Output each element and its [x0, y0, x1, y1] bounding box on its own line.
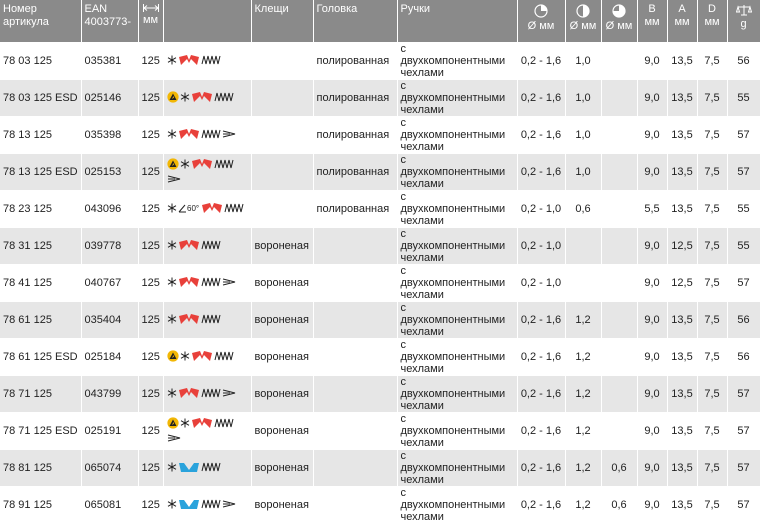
header-a-label: A — [678, 3, 685, 15]
cell-d2: 1,2 — [565, 487, 601, 523]
cell-d3 — [601, 339, 637, 376]
cell-handles: с двухкомпонентными чехлами — [397, 228, 517, 265]
esd-icon — [167, 91, 179, 106]
cell-b: 9,0 — [637, 339, 667, 376]
cell-d3: 0,6 — [601, 487, 637, 523]
cell-d1: 0,2 - 1,6 — [517, 376, 565, 413]
header-weight-unit: g — [740, 18, 746, 30]
feature-icons — [167, 417, 247, 445]
cell-article: 78 61 125 ESD — [0, 339, 81, 376]
cell-b: 9,0 — [637, 43, 667, 80]
cell-head — [313, 339, 397, 376]
cell-d3 — [601, 228, 637, 265]
cell-d: 7,5 — [697, 302, 727, 339]
cell-d: 7,5 — [697, 43, 727, 80]
cell-head — [313, 265, 397, 302]
feature-icons-cell — [163, 154, 251, 191]
cell-g: 56 — [727, 302, 760, 339]
wire-medium-icon — [576, 4, 590, 18]
cell-head: полированная — [313, 154, 397, 191]
cell-head — [313, 487, 397, 523]
cell-pliers: вороненая — [251, 487, 313, 523]
cell-d: 7,5 — [697, 376, 727, 413]
spring-icon — [214, 159, 234, 172]
cell-ean: 039778 — [81, 228, 138, 265]
feature-icons — [167, 239, 247, 254]
cell-handles: с двухкомпонентными чехлами — [397, 154, 517, 191]
cell-g: 55 — [727, 228, 760, 265]
table-row — [0, 117, 760, 154]
cell-ean: 035398 — [81, 117, 138, 154]
cell-d: 7,5 — [697, 80, 727, 117]
header-row — [0, 0, 760, 43]
cell-g: 55 — [727, 80, 760, 117]
header-d1 — [517, 0, 565, 43]
cell-d: 7,5 — [697, 450, 727, 487]
opener-icon — [222, 277, 236, 289]
cell-b: 9,0 — [637, 376, 667, 413]
cell-head: полированная — [313, 117, 397, 154]
table-row — [0, 228, 760, 265]
cell-pliers: вороненая — [251, 413, 313, 450]
cell-a: 13,5 — [667, 43, 697, 80]
feature-icons-cell — [163, 228, 251, 265]
cell-d2: 1,0 — [565, 80, 601, 117]
header-d3-unit: Ø мм — [606, 20, 633, 32]
cell-b: 5,5 — [637, 191, 667, 228]
cell-handles: с двухкомпонентными чехлами — [397, 191, 517, 228]
cell-ean: 025153 — [81, 154, 138, 191]
cell-d2: 1,0 — [565, 154, 601, 191]
table-row — [0, 43, 760, 80]
cell-a: 13,5 — [667, 487, 697, 523]
red-jaw-icon — [178, 54, 200, 69]
cell-d3 — [601, 117, 637, 154]
spring-icon — [201, 314, 221, 327]
cell-head: полированная — [313, 43, 397, 80]
esd-icon — [167, 350, 179, 365]
snowflake-icon — [180, 418, 190, 431]
header-ean: EAN 4003773- — [81, 0, 138, 43]
opener-icon — [222, 129, 236, 141]
blue-jaw-icon — [178, 498, 200, 513]
cell-a: 13,5 — [667, 413, 697, 450]
feature-icons-cell — [163, 376, 251, 413]
cell-d1: 0,2 - 1,6 — [517, 339, 565, 376]
red-jaw-icon — [191, 417, 213, 432]
cell-d3 — [601, 302, 637, 339]
snowflake-icon — [180, 92, 190, 105]
table-row — [0, 302, 760, 339]
cell-g: 57 — [727, 413, 760, 450]
header-d2 — [565, 0, 601, 43]
snowflake-icon — [167, 277, 177, 290]
cell-len: 125 — [138, 450, 163, 487]
spring-icon — [214, 351, 234, 364]
red-jaw-icon — [178, 387, 200, 402]
cell-d1: 0,2 - 1,6 — [517, 80, 565, 117]
header-article: Номер артикула — [0, 0, 81, 43]
feature-icons — [167, 313, 247, 328]
cell-g: 56 — [727, 339, 760, 376]
cell-d: 7,5 — [697, 191, 727, 228]
cell-head — [313, 376, 397, 413]
cell-g: 57 — [727, 450, 760, 487]
cell-article: 78 03 125 ESD — [0, 80, 81, 117]
feature-icons-cell — [163, 191, 251, 228]
header-icons — [163, 0, 251, 43]
cell-ean: 065074 — [81, 450, 138, 487]
spring-icon — [201, 462, 221, 475]
cell-b: 9,0 — [637, 154, 667, 191]
cell-d3 — [601, 154, 637, 191]
cell-d3 — [601, 413, 637, 450]
cell-a: 13,5 — [667, 191, 697, 228]
cell-d2: 1,2 — [565, 450, 601, 487]
cell-handles: с двухкомпонентными чехлами — [397, 450, 517, 487]
header-pliers: Клещи — [251, 0, 313, 43]
snowflake-icon — [180, 159, 190, 172]
cell-g: 57 — [727, 487, 760, 523]
cell-a: 13,5 — [667, 450, 697, 487]
cell-ean: 035404 — [81, 302, 138, 339]
cell-b: 9,0 — [637, 80, 667, 117]
cell-d: 7,5 — [697, 154, 727, 191]
table-row — [0, 191, 760, 228]
cell-d3 — [601, 191, 637, 228]
cell-pliers — [251, 43, 313, 80]
header-b-label: B — [648, 3, 655, 15]
cell-d3 — [601, 376, 637, 413]
cell-ean: 040767 — [81, 265, 138, 302]
spring-icon — [201, 388, 221, 401]
cell-g: 56 — [727, 43, 760, 80]
table-row — [0, 413, 760, 450]
cell-pliers — [251, 117, 313, 154]
cell-d3 — [601, 265, 637, 302]
opener-icon — [167, 174, 181, 186]
header-d1-unit: Ø мм — [528, 20, 555, 32]
cell-a: 12,5 — [667, 265, 697, 302]
red-jaw-icon — [191, 158, 213, 173]
blue-jaw-icon — [178, 461, 200, 476]
cell-len: 125 — [138, 413, 163, 450]
cell-d1: 0,2 - 1,6 — [517, 43, 565, 80]
cell-d3: 0,6 — [601, 450, 637, 487]
cell-ean: 043096 — [81, 191, 138, 228]
cell-head: полированная — [313, 191, 397, 228]
opener-icon — [167, 433, 181, 445]
cell-handles: с двухкомпонентными чехлами — [397, 43, 517, 80]
cell-article: 78 91 125 — [0, 487, 81, 523]
cell-d: 7,5 — [697, 487, 727, 523]
table-row — [0, 450, 760, 487]
header-d2-unit: Ø мм — [570, 20, 597, 32]
cell-d2: 1,2 — [565, 339, 601, 376]
spring-icon — [201, 55, 221, 68]
red-jaw-icon — [178, 128, 200, 143]
cell-ean: 025146 — [81, 80, 138, 117]
cell-ean: 035381 — [81, 43, 138, 80]
cell-d2 — [565, 265, 601, 302]
spring-icon — [201, 240, 221, 253]
snowflake-icon — [180, 351, 190, 364]
cell-article: 78 41 125 — [0, 265, 81, 302]
red-jaw-icon — [191, 91, 213, 106]
feature-icons-cell — [163, 487, 251, 523]
angle-60-icon — [178, 203, 200, 216]
cell-head — [313, 450, 397, 487]
header-length — [138, 0, 163, 43]
cell-handles: с двухкомпонентными чехлами — [397, 413, 517, 450]
cell-d1: 0,2 - 1,0 — [517, 228, 565, 265]
snowflake-icon — [167, 388, 177, 401]
red-jaw-icon — [178, 313, 200, 328]
cell-ean: 043799 — [81, 376, 138, 413]
cell-d2: 0,6 — [565, 191, 601, 228]
cell-article: 78 13 125 ESD — [0, 154, 81, 191]
cell-len: 125 — [138, 117, 163, 154]
feature-icons — [167, 128, 247, 143]
cell-handles: с двухкомпонентными чехлами — [397, 117, 517, 154]
cell-g: 57 — [727, 117, 760, 154]
cell-pliers: вороненая — [251, 376, 313, 413]
cell-d1: 0,2 - 1,6 — [517, 302, 565, 339]
cell-a: 13,5 — [667, 117, 697, 154]
wire-hard-icon — [612, 4, 626, 18]
cell-len: 125 — [138, 487, 163, 523]
cell-len: 125 — [138, 265, 163, 302]
cell-a: 13,5 — [667, 376, 697, 413]
cell-len: 125 — [138, 228, 163, 265]
cell-ean: 065081 — [81, 487, 138, 523]
esd-icon — [167, 158, 179, 173]
red-jaw-icon — [191, 350, 213, 365]
header-b — [637, 0, 667, 43]
table-row — [0, 376, 760, 413]
header-d3 — [601, 0, 637, 43]
snowflake-icon — [167, 203, 177, 216]
snowflake-icon — [167, 499, 177, 512]
cell-a: 12,5 — [667, 228, 697, 265]
cell-article: 78 03 125 — [0, 43, 81, 80]
cell-d2: 1,2 — [565, 376, 601, 413]
cell-handles: с двухкомпонентными чехлами — [397, 487, 517, 523]
cell-pliers — [251, 154, 313, 191]
cell-handles: с двухкомпонентными чехлами — [397, 339, 517, 376]
snowflake-icon — [167, 314, 177, 327]
cell-d2: 1,0 — [565, 43, 601, 80]
cell-b: 9,0 — [637, 302, 667, 339]
esd-icon — [167, 417, 179, 432]
red-jaw-icon — [178, 276, 200, 291]
cell-ean: 025191 — [81, 413, 138, 450]
cell-d3 — [601, 43, 637, 80]
cell-len: 125 — [138, 80, 163, 117]
cell-d1: 0,2 - 1,6 — [517, 154, 565, 191]
cell-g: 57 — [727, 265, 760, 302]
spring-icon — [214, 418, 234, 431]
header-d — [697, 0, 727, 43]
cell-article: 78 81 125 — [0, 450, 81, 487]
feature-icons-cell — [163, 80, 251, 117]
feature-icons-cell — [163, 43, 251, 80]
scale-icon — [736, 4, 752, 16]
spring-icon — [201, 499, 221, 512]
feature-icons-cell — [163, 450, 251, 487]
cell-d1: 0,2 - 1,6 — [517, 117, 565, 154]
cell-d2: 1,2 — [565, 302, 601, 339]
opener-icon — [222, 388, 236, 400]
header-a — [667, 0, 697, 43]
header-d-label: D — [708, 3, 716, 15]
cell-handles: с двухкомпонентными чехлами — [397, 80, 517, 117]
snowflake-icon — [167, 129, 177, 142]
cell-a: 13,5 — [667, 302, 697, 339]
cell-b: 9,0 — [637, 265, 667, 302]
spring-icon — [201, 277, 221, 290]
cell-b: 9,0 — [637, 117, 667, 154]
feature-icons-cell — [163, 117, 251, 154]
cell-d2: 1,2 — [565, 413, 601, 450]
cell-b: 9,0 — [637, 413, 667, 450]
feature-icons-cell — [163, 339, 251, 376]
cell-article: 78 31 125 — [0, 228, 81, 265]
header-weight — [727, 0, 760, 43]
cell-len: 125 — [138, 43, 163, 80]
feature-icons — [167, 202, 247, 217]
cell-pliers: вороненая — [251, 339, 313, 376]
svg-text:60°: 60° — [187, 204, 199, 213]
cell-d1: 0,2 - 1,6 — [517, 450, 565, 487]
feature-icons-cell — [163, 265, 251, 302]
cell-head — [313, 228, 397, 265]
feature-icons-cell — [163, 413, 251, 450]
feature-icons — [167, 54, 247, 69]
table-row — [0, 339, 760, 376]
cell-head: полированная — [313, 80, 397, 117]
table-row — [0, 80, 760, 117]
length-arrow-icon — [143, 4, 159, 12]
cell-pliers — [251, 80, 313, 117]
cell-article: 78 13 125 — [0, 117, 81, 154]
feature-icons — [167, 461, 247, 476]
feature-icons — [167, 350, 247, 365]
spring-icon — [224, 203, 244, 216]
cell-b: 9,0 — [637, 487, 667, 523]
cell-len: 125 — [138, 302, 163, 339]
spring-icon — [214, 92, 234, 105]
table-row — [0, 154, 760, 191]
red-jaw-icon — [178, 239, 200, 254]
cell-d2: 1,0 — [565, 117, 601, 154]
cell-g: 55 — [727, 191, 760, 228]
cell-pliers: вороненая — [251, 265, 313, 302]
cell-g: 57 — [727, 154, 760, 191]
cell-d: 7,5 — [697, 339, 727, 376]
cell-d: 7,5 — [697, 228, 727, 265]
header-head: Головка — [313, 0, 397, 43]
header-d-unit: мм — [704, 16, 719, 28]
cell-a: 13,5 — [667, 339, 697, 376]
cell-a: 13,5 — [667, 154, 697, 191]
cell-d: 7,5 — [697, 117, 727, 154]
feature-icons — [167, 387, 247, 402]
cell-article: 78 71 125 ESD — [0, 413, 81, 450]
cell-b: 9,0 — [637, 450, 667, 487]
cell-handles: с двухкомпонентными чехлами — [397, 302, 517, 339]
feature-icons — [167, 498, 247, 513]
cell-len: 125 — [138, 339, 163, 376]
cell-a: 13,5 — [667, 80, 697, 117]
header-b-unit: мм — [644, 16, 659, 28]
cell-len: 125 — [138, 376, 163, 413]
cell-handles: с двухкомпонентными чехлами — [397, 376, 517, 413]
cell-head — [313, 302, 397, 339]
header-length-unit: мм — [143, 14, 158, 26]
table-row — [0, 265, 760, 302]
header-handles: Ручки — [397, 0, 517, 43]
cell-pliers: вороненая — [251, 302, 313, 339]
cell-d: 7,5 — [697, 413, 727, 450]
cell-len: 125 — [138, 191, 163, 228]
wire-soft-icon — [534, 4, 548, 18]
feature-icons — [167, 158, 247, 186]
cell-article: 78 71 125 — [0, 376, 81, 413]
cell-pliers: вороненая — [251, 450, 313, 487]
header-a-unit: мм — [674, 16, 689, 28]
cell-d1: 0,2 - 1,0 — [517, 191, 565, 228]
cell-pliers: вороненая — [251, 228, 313, 265]
opener-icon — [222, 499, 236, 511]
cell-d1: 0,2 - 1,6 — [517, 487, 565, 523]
cell-d1: 0,2 - 1,6 — [517, 413, 565, 450]
snowflake-icon — [167, 462, 177, 475]
spring-icon — [201, 129, 221, 142]
cell-article: 78 23 125 — [0, 191, 81, 228]
cell-head — [313, 413, 397, 450]
cell-handles: с двухкомпонентными чехлами — [397, 265, 517, 302]
snowflake-icon — [167, 240, 177, 253]
cell-g: 57 — [727, 376, 760, 413]
cell-d: 7,5 — [697, 265, 727, 302]
feature-icons — [167, 91, 247, 106]
cell-d2 — [565, 228, 601, 265]
feature-icons-cell — [163, 302, 251, 339]
cell-b: 9,0 — [637, 228, 667, 265]
cell-ean: 025184 — [81, 339, 138, 376]
feature-icons — [167, 276, 247, 291]
cell-d1: 0,2 - 1,0 — [517, 265, 565, 302]
table-row — [0, 487, 760, 523]
cell-article: 78 61 125 — [0, 302, 81, 339]
snowflake-icon — [167, 55, 177, 68]
cell-len: 125 — [138, 154, 163, 191]
red-jaw-icon — [201, 202, 223, 217]
cell-d3 — [601, 80, 637, 117]
cell-pliers — [251, 191, 313, 228]
